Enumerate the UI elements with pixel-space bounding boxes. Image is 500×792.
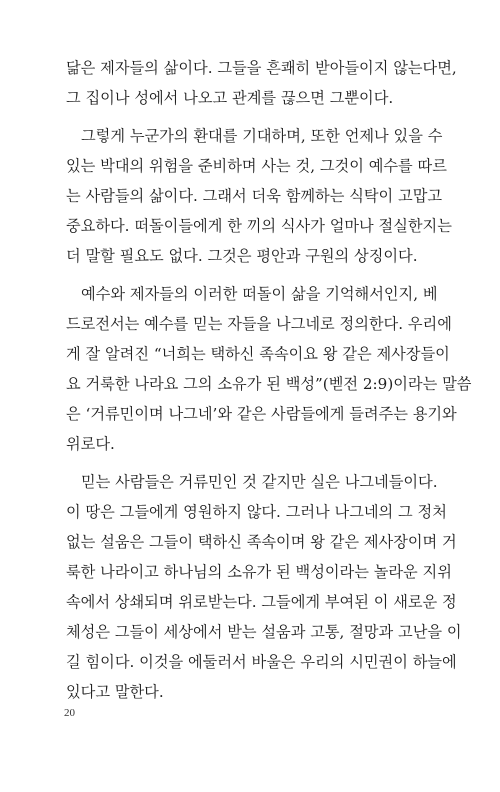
text-line: 요 거룩한 나라요 그의 소유가 된 백성”(벧전 2:9)이라는 말씀 (66, 375, 472, 393)
text-line: 있다고 말한다. (66, 683, 164, 701)
text-line: 게 잘 알려진 “너희는 택하신 족속이요 왕 같은 제사장들이 (66, 345, 450, 363)
text-line: 속에서 상쇄되며 위로받는다. 그들에게 부여된 이 새로운 정 (66, 593, 457, 611)
text-line: 는 사람들의 삶이다. 그래서 더욱 함께하는 식탁이 고맙고 (66, 187, 443, 205)
paragraph (66, 467, 462, 707)
body-text (66, 53, 472, 707)
paragraph (66, 279, 472, 459)
text-line: 은 ‘거류민이며 나그네’와 같은 사람들에게 들려주는 용기와 (66, 405, 457, 423)
text-line: 있는 박대의 위험을 준비하며 사는 것, 그것이 예수를 따르 (66, 157, 447, 175)
text-line: 중요하다. 떠돌이들에게 한 끼의 식사가 얼마나 절실한지는 (66, 217, 452, 235)
text-line: 위로다. (66, 435, 115, 453)
text-line: 길 힘이다. 이것을 에둘러서 바울은 우리의 시민권이 하늘에 (66, 653, 457, 671)
text-line: 더 말할 필요도 없다. 그것은 평안과 구원의 상징이다. (66, 247, 418, 265)
page-number: 20 (64, 707, 75, 719)
text-line: 믿는 사람들은 거류민인 것 같지만 실은 나그네들이다. (81, 473, 438, 491)
text-line: 룩한 나라이고 하나님의 소유가 된 백성이라는 놀라운 지위 (66, 563, 452, 581)
text-line: 그렇게 누군가의 환대를 기대하며, 또한 언제나 있을 수 (81, 127, 443, 145)
text-line: 드로전서는 예수를 믿는 자들을 나그네로 정의한다. 우리에 (66, 315, 452, 333)
text-line: 없는 설움은 그들이 택하신 족속이며 왕 같은 제사장이며 거 (66, 533, 457, 551)
paragraph (66, 53, 457, 113)
paragraph (66, 121, 452, 271)
text-line: 그 집이나 성에서 나오고 관계를 끊으면 그뿐이다. (66, 89, 394, 107)
text-line: 닮은 제자들의 삶이다. 그들을 흔쾌히 받아들이지 않는다면, (66, 59, 457, 77)
text-line: 이 땅은 그들에게 영원하지 않다. 그러나 나그네의 그 정처 (66, 503, 447, 521)
text-line: 예수와 제자들의 이러한 떠돌이 삶을 기억해서인지, 베 (81, 285, 438, 303)
text-line: 체성은 그들이 세상에서 받는 설움과 고통, 절망과 고난을 이 (66, 623, 462, 641)
